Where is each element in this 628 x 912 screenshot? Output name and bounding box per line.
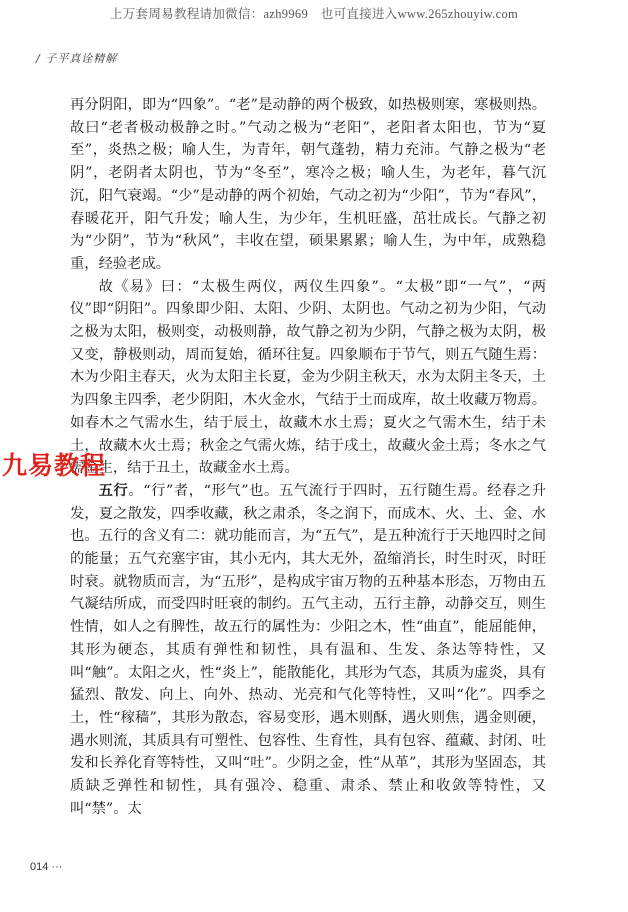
running-header: / 子平真诠精解 — [36, 52, 118, 65]
page-number: 014 ··· — [30, 861, 63, 873]
body-text — [70, 94, 546, 821]
paragraph-text: 故《易》曰：“太极生两仪，两仪生四象”。“太极”即“一气”，“两仪”即“阴阳”。四象即少阳、太阳、少阴、太阴也。气动之初为少阳，气动之极为太阳，极则变，动极则静，故气静之初为少阴，气静之极为太阴，极又变，静极则动，周而复始，循环往复。四象顺布于节气，则五气随生焉：木为少阳主春天，火为太阳主长夏，金为少阴主秋天，水为太阴主冬天，土为四象主四季，老少阴阳，木火金水，气结于土而成库，故土收藏万物焉。如春木之气需水生，结于辰土，故藏木水土焉；夏火之气需木生，结于未土，故藏木火土焉；秋金之气需火炼，结于戌土，故藏火金土焉；冬水之气需金生，结于丑土，故藏金水土焉。 — [70, 278, 546, 477]
paragraph-five-elements — [70, 480, 546, 821]
top-banner: 上万套周易教程请加微信：azh9969 也可直接进入www.265zhouyiw.com — [109, 7, 519, 21]
paragraph-text: 再分阴阳，即为“四象”。“老”是动静的两个极致，如热极则寒，寒极则热。故曰“老者极动极静之时。”气动之极为“老阳”，老阳者太阳也，节为“夏至”，炎热之极；喻人生，为青年，朝气蓬勃，精力充沛。气静之极为“老阴”，老阴者太阴也，节为“冬至”，寒冷之极；喻人生，为老年，暮气沉沉，阳气衰竭。“少”是动静的两个初始，气动之初为“少阳”，节为“春风”，春暖花开，阳气升发；喻人生，为少年，生机旺盛，茁壮成长。气静之初为“少阴”，节为“秋风”，丰收在望，硕果累累；喻人生，为中年，成熟稳重，经验老成。 — [70, 97, 546, 272]
watermark-logo: 九易教程 — [2, 451, 107, 480]
paragraph-yi-quote — [70, 276, 546, 480]
paragraph-four-images — [70, 94, 546, 276]
paragraph-text: 。“行”者，“形气”也。五气流行于四时，五行随生焉。经春之升发，夏之散发，四季收藏，秋之肃杀，冬之润下，而成木、火、土、金、水也。五行的含义有二：就功能而言，为“五气”，是五种流行于天地四时之间的能量；五气充塞宇宙，其小无内，其大无外，盈缩消长，时生时灭，时旺时衰。就物质而言，为“五形”，是构成宇宙万物的五种基本形态，万物由五气凝结所成，而受四时旺衰的制约。五气主动，五行主静，动静交互，则生性情，如人之有脾性，故五行的属性为：少阳之木，性“曲直”，能屈能伸，其形为硬态，其质有弹性和韧性，具有温和、生发、条达等特性，又叫“触”。太阳之火，性“炎上”，能散能化，其形为气态，其质为虚炎，具有猛烈、散发、向上、向外、热动、光亮和气化等特性，又叫“化”。四季之土，性“稼穑”，其形为散态，容易变形，遇木则酥，遇火则焦，遇金则硬，遇水则流，其质具有可塑性、包容性、生育性，具有包容、蕴藏、封闭、吐发和长养化育等特性，又叫“吐”。少阴之金，性“从革”，其形为坚固态，其质缺乏弹性和韧性，具有强冷、稳重、肃杀、禁止和收敛等特性，又叫“禁”。太 — [70, 482, 547, 817]
term-heading-wuxing: 五行 — [98, 482, 129, 499]
